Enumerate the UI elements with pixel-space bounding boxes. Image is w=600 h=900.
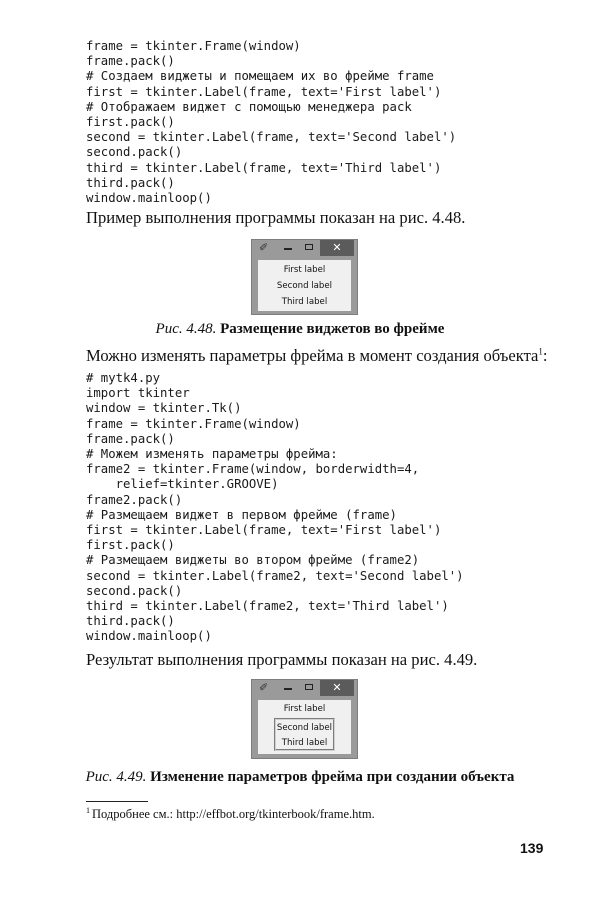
page-number: 139 <box>520 840 544 856</box>
minimize-icon <box>284 688 292 690</box>
caption-title: Размещение виджетов во фрейме <box>220 321 445 337</box>
footnote-text: Подробнее см.: http://effbot.org/tkinterbook/frame.htm. <box>92 807 375 821</box>
figure-caption-4-49 <box>0 769 600 786</box>
minimize-icon <box>284 248 292 250</box>
feather-icon: ✐ <box>259 241 269 254</box>
caption-title: Изменение параметров фрейма при создании объекта <box>150 769 515 785</box>
paragraph-text: Можно изменять параметры фрейма в момент создания объекта <box>86 346 539 365</box>
close-icon: ✕ <box>320 240 354 256</box>
window-client-area <box>258 700 351 754</box>
second-label: Second label <box>276 281 333 291</box>
footnote-divider <box>86 801 148 802</box>
tk-window-figure-4-49 <box>251 679 358 759</box>
window-client-area <box>258 260 351 311</box>
feather-icon: ✐ <box>259 681 269 694</box>
caption-number: Рис. 4.48. <box>155 321 217 337</box>
maximize-icon <box>305 244 313 250</box>
close-icon: ✕ <box>320 680 354 696</box>
footnote-marker: 1 <box>86 805 90 815</box>
code-block-1: frame = tkinter.Frame(window) frame.pack() # Создаем виджеты и помещаем их во фрейме frame first = tkinter.Label(frame, text='First label') # Отображаем виджет с помощью менеджера pack first.pack() second = tkinter.Label(frame, text='Second label') second.pack() third = tkinter.Label(frame, text='Third label') third.pack() window.mainloop() <box>86 39 457 206</box>
code-block-2: # mytk4.py import tkinter window = tkinter.Tk() frame = tkinter.Frame(window) frame.pack() # Можем изменять параметры фрейма: frame2 = tkinter.Frame(window, borderwidth=4, relief=tkinter.GROOVE) frame2.pack() # Размещаем виджет в первом фрейме (frame) first = tkinter.Label(frame, text='First label') first.pack() # Размещаем виджеты во втором фрейме (frame2) second = tkinter.Label(frame2, text='Second label') second.pack() third = tkinter.Label(frame2, text='Third label') third.pack() window.mainloop() <box>86 371 464 644</box>
footnote <box>86 807 375 822</box>
second-label: Second label <box>276 723 333 733</box>
window-titlebar <box>252 240 357 257</box>
tk-window-figure-4-48 <box>251 239 358 315</box>
third-label: Third label <box>281 297 328 307</box>
paragraph-figure-4-49-intro: Результат выполнения программы показан на рис. 4.49. <box>86 650 478 669</box>
window-titlebar <box>252 680 357 697</box>
figure-caption-4-48 <box>0 321 600 338</box>
caption-number: Рис. 4.49. <box>85 769 147 785</box>
footnote-ref: 1 <box>538 346 543 357</box>
paragraph-frame-params: Можно изменять параметры фрейма в момент создания объекта$^1$: <box>86 346 548 365</box>
maximize-icon <box>305 684 313 690</box>
first-label: First label <box>283 265 326 275</box>
third-label: Third label <box>281 738 328 748</box>
paragraph-figure-4-48-intro: Пример выполнения программы показан на рис. 4.48. <box>86 208 466 227</box>
first-label: First label <box>283 704 326 714</box>
